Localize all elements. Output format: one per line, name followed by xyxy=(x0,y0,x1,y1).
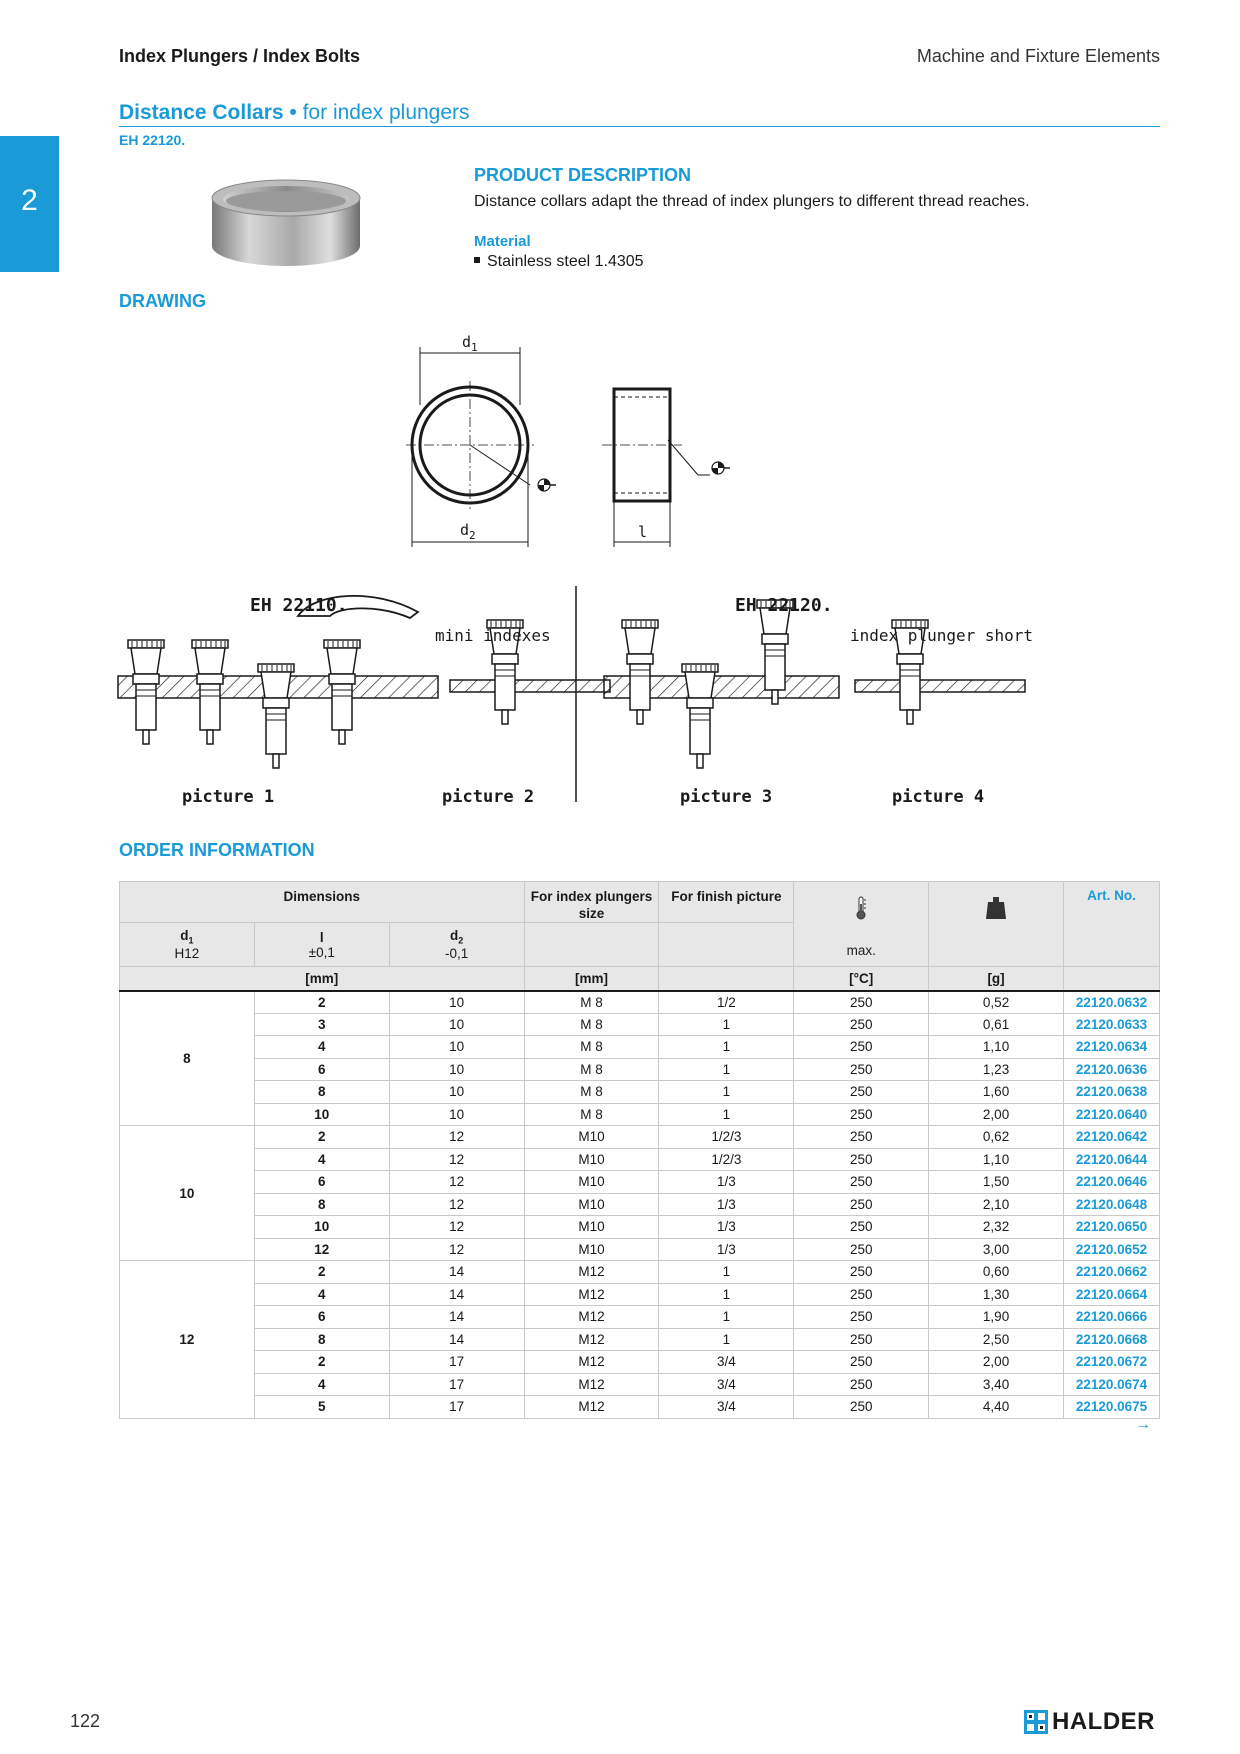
cell-d1: 8 xyxy=(120,991,255,1126)
cell-max-temp: 250 xyxy=(794,1261,929,1284)
cell-d2: 14 xyxy=(389,1261,524,1284)
title-bold: Distance Collars • xyxy=(119,101,297,124)
drawing-heading: DRAWING xyxy=(119,291,206,311)
cell-plunger-size: M10 xyxy=(524,1126,659,1149)
cell-weight: 1,60 xyxy=(929,1081,1064,1104)
table-row xyxy=(120,1193,1160,1216)
cell-art-no[interactable]: 22120.0668 xyxy=(1063,1328,1159,1351)
cell-d2: 12 xyxy=(389,1126,524,1149)
label-eh-22110: EH 22110. xyxy=(250,595,348,616)
cell-weight: 2,00 xyxy=(929,1103,1064,1126)
cell-art-no[interactable]: 22120.0666 xyxy=(1063,1306,1159,1329)
table-row xyxy=(120,991,1160,1014)
cell-plunger-size: M10 xyxy=(524,1148,659,1171)
cell-plunger-size: M10 xyxy=(524,1193,659,1216)
cell-max-temp: 250 xyxy=(794,1396,929,1419)
table-row xyxy=(120,1306,1160,1329)
cell-plunger-size: M 8 xyxy=(524,1013,659,1036)
page-number: 122 xyxy=(70,1711,101,1731)
title-rest: for index plungers xyxy=(296,101,470,124)
halder-logo-icon xyxy=(1024,1710,1048,1734)
label-index-plunger-short: index plunger short xyxy=(850,626,1034,645)
header-dimensions: Dimensions xyxy=(120,882,525,923)
cell-finish-picture: 1 xyxy=(659,1328,794,1351)
product-description-heading: PRODUCT DESCRIPTION xyxy=(474,165,692,185)
cell-d2: 17 xyxy=(389,1351,524,1374)
cell-max-temp: 250 xyxy=(794,1171,929,1194)
header-catalog-title: Machine and Fixture Elements xyxy=(916,46,1160,66)
article-code: EH 22120. xyxy=(119,132,186,148)
header-max: max. xyxy=(846,943,876,958)
cell-max-temp: 250 xyxy=(794,1058,929,1081)
cell-art-no[interactable]: 22120.0646 xyxy=(1063,1171,1159,1194)
cell-weight: 1,50 xyxy=(929,1171,1064,1194)
cell-art-no[interactable]: 22120.0674 xyxy=(1063,1373,1159,1396)
cell-art-no[interactable]: 22120.0636 xyxy=(1063,1058,1159,1081)
cell-d2: 14 xyxy=(389,1283,524,1306)
cell-finish-picture: 1 xyxy=(659,1036,794,1059)
cell-finish-picture: 1 xyxy=(659,1261,794,1284)
cell-d2: 17 xyxy=(389,1373,524,1396)
cell-max-temp: 250 xyxy=(794,1148,929,1171)
cell-weight: 0,61 xyxy=(929,1013,1064,1036)
cell-max-temp: 250 xyxy=(794,1351,929,1374)
table-row xyxy=(120,1126,1160,1149)
cell-max-temp: 250 xyxy=(794,1081,929,1104)
cell-finish-picture: 1 xyxy=(659,1283,794,1306)
header-art-no: Art. No. xyxy=(1063,882,1159,967)
table-row xyxy=(120,1058,1160,1081)
cell-finish-picture: 1 xyxy=(659,1081,794,1104)
cell-art-no[interactable]: 22120.0644 xyxy=(1063,1148,1159,1171)
cell-l: 2 xyxy=(254,1126,389,1149)
cell-d2: 17 xyxy=(389,1396,524,1419)
cell-plunger-size: M12 xyxy=(524,1306,659,1329)
unit-mm-dimensions: [mm] xyxy=(120,967,525,991)
table-row xyxy=(120,1081,1160,1104)
cell-art-no[interactable]: 22120.0648 xyxy=(1063,1193,1159,1216)
cell-l: 6 xyxy=(254,1306,389,1329)
page-title xyxy=(119,101,1160,127)
cell-weight: 2,10 xyxy=(929,1193,1064,1216)
cell-weight: 3,00 xyxy=(929,1238,1064,1261)
label-picture-2: picture 2 xyxy=(442,787,535,807)
cell-plunger-size: M 8 xyxy=(524,1103,659,1126)
order-table-body xyxy=(120,991,1160,1419)
cell-max-temp: 250 xyxy=(794,1126,929,1149)
cell-weight: 0,62 xyxy=(929,1126,1064,1149)
cell-plunger-size: M 8 xyxy=(524,1036,659,1059)
cell-weight: 2,50 xyxy=(929,1328,1064,1351)
table-row xyxy=(120,1238,1160,1261)
cell-weight: 2,32 xyxy=(929,1216,1064,1239)
cell-finish-picture: 1 xyxy=(659,1306,794,1329)
cell-d2: 10 xyxy=(389,1013,524,1036)
cell-d2: 12 xyxy=(389,1171,524,1194)
cell-finish-picture: 1 xyxy=(659,1058,794,1081)
cell-weight: 3,40 xyxy=(929,1373,1064,1396)
cell-weight: 2,00 xyxy=(929,1351,1064,1374)
cell-max-temp: 250 xyxy=(794,1193,929,1216)
unit-mm-plunger: [mm] xyxy=(524,967,659,991)
cell-finish-picture: 1/2 xyxy=(659,991,794,1014)
label-picture-4: picture 4 xyxy=(892,787,985,807)
chapter-tab[interactable]: 2 xyxy=(0,136,59,272)
cell-plunger-size: M12 xyxy=(524,1328,659,1351)
cell-finish-picture: 1/2/3 xyxy=(659,1126,794,1149)
header-d1: $d_1$ H12 xyxy=(120,923,255,967)
cell-finish-picture: 1/3 xyxy=(659,1193,794,1216)
cell-max-temp: 250 xyxy=(794,1013,929,1036)
cell-l: 3 xyxy=(254,1013,389,1036)
cell-art-no[interactable]: 22120.0634 xyxy=(1063,1036,1159,1059)
table-row xyxy=(120,1148,1160,1171)
cell-finish-picture: 3/4 xyxy=(659,1351,794,1374)
header-weight xyxy=(929,882,1064,967)
cell-d2: 10 xyxy=(389,1103,524,1126)
cell-max-temp: 250 xyxy=(794,1238,929,1261)
label-eh-22120: EH 22120. xyxy=(735,595,833,616)
cell-max-temp: 250 xyxy=(794,1283,929,1306)
cell-finish-picture: 1/3 xyxy=(659,1216,794,1239)
cell-d2: 10 xyxy=(389,991,524,1014)
cell-art-no[interactable]: 22120.0675 xyxy=(1063,1396,1159,1419)
cell-l: 10 xyxy=(254,1216,389,1239)
cell-art-no[interactable]: 22120.0650 xyxy=(1063,1216,1159,1239)
table-row xyxy=(120,1373,1160,1396)
cell-max-temp: 250 xyxy=(794,1373,929,1396)
cell-plunger-size: M12 xyxy=(524,1283,659,1306)
cell-art-no[interactable]: 22120.0633 xyxy=(1063,1013,1159,1036)
order-table xyxy=(119,881,1160,1419)
cell-max-temp: 250 xyxy=(794,1328,929,1351)
cell-l: 6 xyxy=(254,1058,389,1081)
order-information-heading: ORDER INFORMATION xyxy=(119,840,315,860)
cell-weight: 1,23 xyxy=(929,1058,1064,1081)
header-finish-picture: For finish picture xyxy=(659,882,794,923)
cell-l: 10 xyxy=(254,1103,389,1126)
table-row xyxy=(120,1328,1160,1351)
cell-max-temp: 250 xyxy=(794,1306,929,1329)
table-row xyxy=(120,1013,1160,1036)
unit-celsius: [°C] xyxy=(794,967,929,991)
cell-d2: 10 xyxy=(389,1058,524,1081)
cell-plunger-size: M 8 xyxy=(524,991,659,1014)
cell-l: 4 xyxy=(254,1283,389,1306)
table-row xyxy=(120,1283,1160,1306)
cell-finish-picture: 3/4 xyxy=(659,1373,794,1396)
cell-max-temp: 250 xyxy=(794,991,929,1014)
table-row xyxy=(120,1216,1160,1239)
material-heading: Material xyxy=(474,233,531,250)
header-d2: $d_2$ -0,1 xyxy=(389,923,524,967)
picture-3-group xyxy=(604,600,839,768)
cell-finish-picture: 1 xyxy=(659,1103,794,1126)
brand-logo: HALDER xyxy=(1052,1708,1155,1735)
cell-d1: 12 xyxy=(120,1261,255,1419)
cell-max-temp: 250 xyxy=(794,1036,929,1059)
header-section-title: Index Plungers / Index Bolts xyxy=(119,46,361,66)
cell-d2: 12 xyxy=(389,1148,524,1171)
label-d1: $d_1$ xyxy=(462,333,478,354)
cell-l: 4 xyxy=(254,1373,389,1396)
cell-plunger-size: M10 xyxy=(524,1216,659,1239)
label-d2: $d_2$ xyxy=(460,521,476,542)
cell-art-no[interactable]: 22120.0642 xyxy=(1063,1126,1159,1149)
picture-1-group xyxy=(118,596,438,768)
thermometer-icon xyxy=(854,896,868,920)
continue-arrow-icon[interactable]: → xyxy=(1135,1416,1151,1433)
cell-l: 4 xyxy=(254,1036,389,1059)
cell-weight: 1,10 xyxy=(929,1036,1064,1059)
table-row xyxy=(120,1036,1160,1059)
cell-finish-picture: 1 xyxy=(659,1013,794,1036)
cell-weight: 1,10 xyxy=(929,1148,1064,1171)
cell-art-no[interactable]: 22120.0672 xyxy=(1063,1351,1159,1374)
cell-finish-picture: 1/2/3 xyxy=(659,1148,794,1171)
cell-d2: 14 xyxy=(389,1306,524,1329)
weight-icon xyxy=(986,896,1006,920)
cell-d2: 14 xyxy=(389,1328,524,1351)
cell-l: 2 xyxy=(254,1261,389,1284)
label-picture-3: picture 3 xyxy=(680,787,773,807)
cell-d2: 12 xyxy=(389,1216,524,1239)
cell-l: 5 xyxy=(254,1396,389,1419)
cell-d2: 10 xyxy=(389,1081,524,1104)
cell-d2: 10 xyxy=(389,1036,524,1059)
cell-l: 2 xyxy=(254,1351,389,1374)
product-description-text: Distance collars adapt the thread of index plungers to different thread reaches. xyxy=(474,193,1030,210)
cell-l: 8 xyxy=(254,1328,389,1351)
cell-weight: 4,40 xyxy=(929,1396,1064,1419)
cell-max-temp: 250 xyxy=(794,1103,929,1126)
header-l: l ±0,1 xyxy=(254,923,389,967)
cell-art-no[interactable]: 22120.0662 xyxy=(1063,1261,1159,1284)
cell-art-no[interactable]: 22120.0664 xyxy=(1063,1283,1159,1306)
cell-l: 8 xyxy=(254,1081,389,1104)
cell-plunger-size: M12 xyxy=(524,1351,659,1374)
cell-d2: 12 xyxy=(389,1238,524,1261)
label-mini-indexes: mini indexes xyxy=(435,626,551,645)
table-row xyxy=(120,1261,1160,1284)
cell-l: 2 xyxy=(254,991,389,1014)
header-temperature xyxy=(794,882,929,967)
cell-finish-picture: 3/4 xyxy=(659,1396,794,1419)
cell-plunger-size: M10 xyxy=(524,1238,659,1261)
table-row xyxy=(120,1351,1160,1374)
cell-d2: 12 xyxy=(389,1193,524,1216)
cell-l: 6 xyxy=(254,1171,389,1194)
cell-plunger-size: M12 xyxy=(524,1373,659,1396)
cell-l: 4 xyxy=(254,1148,389,1171)
cell-plunger-size: M12 xyxy=(524,1261,659,1284)
product-photo xyxy=(210,178,362,270)
application-pictures xyxy=(110,580,1060,820)
cell-finish-picture: 1/3 xyxy=(659,1171,794,1194)
table-row xyxy=(120,1171,1160,1194)
cell-plunger-size: M 8 xyxy=(524,1058,659,1081)
cell-art-no[interactable]: 22120.0640 xyxy=(1063,1103,1159,1126)
cell-weight: 1,30 xyxy=(929,1283,1064,1306)
label-picture-1: picture 1 xyxy=(182,787,275,807)
collar-drawing xyxy=(400,325,760,555)
cell-weight: 0,60 xyxy=(929,1261,1064,1284)
cell-l: 8 xyxy=(254,1193,389,1216)
material-item: Stainless steel 1.4305 xyxy=(474,253,644,271)
cell-max-temp: 250 xyxy=(794,1216,929,1239)
cell-weight: 0,52 xyxy=(929,991,1064,1014)
cell-plunger-size: M12 xyxy=(524,1396,659,1419)
label-l: l xyxy=(638,523,648,541)
cell-art-no[interactable]: 22120.0638 xyxy=(1063,1081,1159,1104)
cell-l: 12 xyxy=(254,1238,389,1261)
header-plunger-size: For index plungers size xyxy=(524,882,659,923)
cell-art-no[interactable]: 22120.0632 xyxy=(1063,991,1159,1014)
unit-grams: [g] xyxy=(929,967,1064,991)
cell-weight: 1,90 xyxy=(929,1306,1064,1329)
cell-d1: 10 xyxy=(120,1126,255,1261)
cell-finish-picture: 1/3 xyxy=(659,1238,794,1261)
table-row xyxy=(120,1396,1160,1419)
cell-plunger-size: M 8 xyxy=(524,1081,659,1104)
cell-plunger-size: M10 xyxy=(524,1171,659,1194)
table-row xyxy=(120,1103,1160,1126)
cell-art-no[interactable]: 22120.0652 xyxy=(1063,1238,1159,1261)
